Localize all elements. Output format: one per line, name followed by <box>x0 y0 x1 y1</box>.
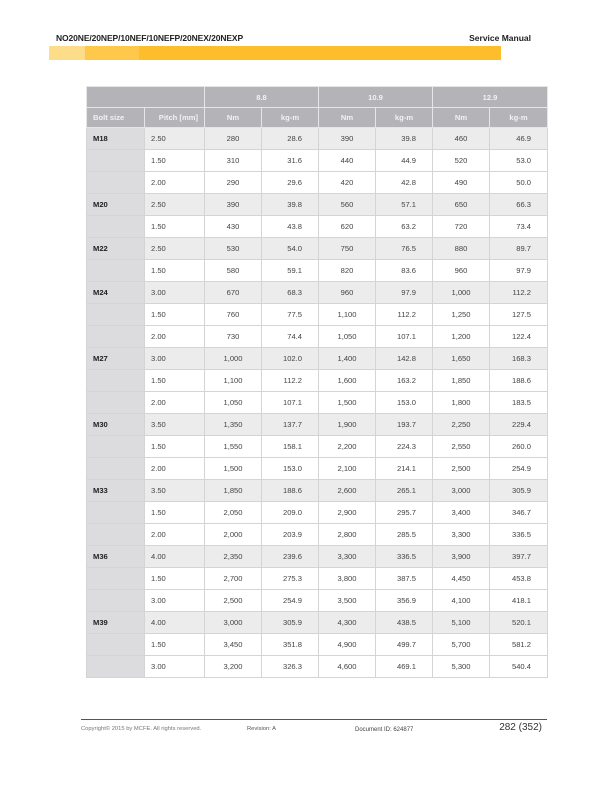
torque-kgm-cell: 43.8 <box>262 216 319 238</box>
torque-table <box>86 86 548 678</box>
pitch-cell: 1.50 <box>145 150 205 172</box>
torque-kgm-cell: 137.7 <box>262 414 319 436</box>
torque-kgm-cell: 63.2 <box>376 216 433 238</box>
torque-nm-cell: 4,900 <box>319 634 376 656</box>
torque-kgm-cell: 203.9 <box>262 524 319 546</box>
torque-nm-cell: 620 <box>319 216 376 238</box>
torque-kgm-cell: 29.6 <box>262 172 319 194</box>
torque-kgm-cell: 163.2 <box>376 370 433 392</box>
page-number: 282 (352) <box>499 722 542 733</box>
torque-nm-cell: 880 <box>433 238 490 260</box>
bolt-size-cell: M39 <box>87 612 145 634</box>
pitch-cell: 3.00 <box>145 590 205 612</box>
torque-kgm-cell: 57.1 <box>376 194 433 216</box>
torque-kgm-cell: 76.5 <box>376 238 433 260</box>
torque-nm-cell: 3,900 <box>433 546 490 568</box>
torque-nm-cell: 3,400 <box>433 502 490 524</box>
torque-nm-cell: 580 <box>205 260 262 282</box>
torque-kgm-cell: 397.7 <box>490 546 548 568</box>
torque-nm-cell: 650 <box>433 194 490 216</box>
torque-kgm-cell: 53.0 <box>490 150 548 172</box>
torque-kgm-cell: 39.8 <box>376 128 433 150</box>
torque-kgm-cell: 73.4 <box>490 216 548 238</box>
torque-nm-cell: 310 <box>205 150 262 172</box>
table-row <box>87 392 548 414</box>
torque-kgm-cell: 285.5 <box>376 524 433 546</box>
table-row <box>87 546 548 568</box>
bolt-size-cell: M22 <box>87 238 145 260</box>
bolt-size-cell <box>87 524 145 546</box>
torque-nm-cell: 1,900 <box>319 414 376 436</box>
grade-header-8-8: 8.8 <box>205 87 319 108</box>
torque-kgm-cell: 42.8 <box>376 172 433 194</box>
column-header-bolt-size: Bolt size <box>87 108 145 128</box>
table-row <box>87 656 548 678</box>
bolt-size-cell <box>87 458 145 480</box>
torque-nm-cell: 390 <box>319 128 376 150</box>
pitch-cell: 2.00 <box>145 326 205 348</box>
torque-kgm-cell: 39.8 <box>262 194 319 216</box>
torque-nm-cell: 2,500 <box>205 590 262 612</box>
table-row <box>87 436 548 458</box>
torque-kgm-cell: 295.7 <box>376 502 433 524</box>
pitch-cell: 2.00 <box>145 172 205 194</box>
torque-nm-cell: 4,100 <box>433 590 490 612</box>
table-row <box>87 612 548 634</box>
bolt-size-cell <box>87 260 145 282</box>
pitch-cell: 2.00 <box>145 524 205 546</box>
torque-nm-cell: 390 <box>205 194 262 216</box>
torque-nm-cell: 3,800 <box>319 568 376 590</box>
column-header-nm: Nm <box>319 108 376 128</box>
bolt-size-cell <box>87 436 145 458</box>
footer-revision: Revision: A <box>247 726 276 732</box>
pitch-cell: 3.00 <box>145 656 205 678</box>
torque-nm-cell: 760 <box>205 304 262 326</box>
column-header-kgm: kg-m <box>262 108 319 128</box>
pitch-cell: 4.00 <box>145 546 205 568</box>
bolt-size-cell: M36 <box>87 546 145 568</box>
table-row <box>87 568 548 590</box>
torque-nm-cell: 1,100 <box>319 304 376 326</box>
table-row <box>87 502 548 524</box>
torque-kgm-cell: 112.2 <box>262 370 319 392</box>
torque-nm-cell: 2,550 <box>433 436 490 458</box>
torque-kgm-cell: 387.5 <box>376 568 433 590</box>
torque-kgm-cell: 193.7 <box>376 414 433 436</box>
table-row <box>87 326 548 348</box>
pitch-cell: 1.50 <box>145 436 205 458</box>
torque-kgm-cell: 418.1 <box>490 590 548 612</box>
torque-kgm-cell: 229.4 <box>490 414 548 436</box>
torque-nm-cell: 520 <box>433 150 490 172</box>
torque-kgm-cell: 31.6 <box>262 150 319 172</box>
torque-kgm-cell: 153.0 <box>262 458 319 480</box>
torque-kgm-cell: 305.9 <box>490 480 548 502</box>
torque-kgm-cell: 153.0 <box>376 392 433 414</box>
torque-nm-cell: 3,200 <box>205 656 262 678</box>
torque-kgm-cell: 68.3 <box>262 282 319 304</box>
grade-header-blank <box>87 87 205 108</box>
column-header-pitch: Pitch [mm] <box>145 108 205 128</box>
footer-copyright: Copyright© 2015 by MCFE. All rights reserved. <box>81 726 202 732</box>
torque-kgm-cell: 50.0 <box>490 172 548 194</box>
bolt-size-cell: M18 <box>87 128 145 150</box>
torque-nm-cell: 3,000 <box>433 480 490 502</box>
pitch-cell: 1.50 <box>145 502 205 524</box>
torque-nm-cell: 1,050 <box>205 392 262 414</box>
footer-divider <box>81 719 547 720</box>
bolt-size-cell: M24 <box>87 282 145 304</box>
torque-nm-cell: 2,100 <box>319 458 376 480</box>
torque-kgm-cell: 275.3 <box>262 568 319 590</box>
torque-nm-cell: 4,600 <box>319 656 376 678</box>
torque-nm-cell: 960 <box>433 260 490 282</box>
torque-nm-cell: 1,100 <box>205 370 262 392</box>
header-bar-segment-light <box>49 46 85 60</box>
torque-kgm-cell: 188.6 <box>490 370 548 392</box>
pitch-cell: 1.50 <box>145 216 205 238</box>
torque-kgm-cell: 260.0 <box>490 436 548 458</box>
torque-kgm-cell: 107.1 <box>262 392 319 414</box>
torque-kgm-cell: 83.6 <box>376 260 433 282</box>
torque-kgm-cell: 346.7 <box>490 502 548 524</box>
torque-nm-cell: 1,350 <box>205 414 262 436</box>
header-bar-segment-medium <box>85 46 139 60</box>
torque-nm-cell: 1,050 <box>319 326 376 348</box>
pitch-cell: 1.50 <box>145 260 205 282</box>
bolt-size-cell <box>87 172 145 194</box>
bolt-size-cell: M33 <box>87 480 145 502</box>
torque-nm-cell: 3,300 <box>433 524 490 546</box>
bolt-size-cell: M20 <box>87 194 145 216</box>
torque-nm-cell: 730 <box>205 326 262 348</box>
table-row <box>87 216 548 238</box>
table-row <box>87 348 548 370</box>
header-color-bar <box>49 46 501 60</box>
table-row <box>87 414 548 436</box>
torque-nm-cell: 3,500 <box>319 590 376 612</box>
bolt-size-cell: M27 <box>87 348 145 370</box>
torque-nm-cell: 2,600 <box>319 480 376 502</box>
torque-kgm-cell: 112.2 <box>490 282 548 304</box>
torque-nm-cell: 2,700 <box>205 568 262 590</box>
table-row <box>87 634 548 656</box>
bolt-size-cell <box>87 392 145 414</box>
column-header-nm: Nm <box>433 108 490 128</box>
table-row <box>87 480 548 502</box>
torque-nm-cell: 2,500 <box>433 458 490 480</box>
torque-nm-cell: 1,600 <box>319 370 376 392</box>
torque-nm-cell: 960 <box>319 282 376 304</box>
torque-kgm-cell: 581.2 <box>490 634 548 656</box>
torque-nm-cell: 290 <box>205 172 262 194</box>
torque-nm-cell: 720 <box>433 216 490 238</box>
torque-kgm-cell: 520.1 <box>490 612 548 634</box>
pitch-cell: 2.50 <box>145 238 205 260</box>
torque-nm-cell: 750 <box>319 238 376 260</box>
table-row <box>87 150 548 172</box>
torque-kgm-cell: 183.5 <box>490 392 548 414</box>
column-header-kgm: kg-m <box>490 108 548 128</box>
table-row <box>87 370 548 392</box>
torque-kgm-cell: 254.9 <box>490 458 548 480</box>
column-header-nm: Nm <box>205 108 262 128</box>
torque-nm-cell: 5,300 <box>433 656 490 678</box>
torque-kgm-cell: 97.9 <box>376 282 433 304</box>
torque-kgm-cell: 209.0 <box>262 502 319 524</box>
pitch-cell: 3.00 <box>145 348 205 370</box>
bolt-size-cell <box>87 568 145 590</box>
torque-nm-cell: 3,300 <box>319 546 376 568</box>
pitch-cell: 2.00 <box>145 458 205 480</box>
torque-kgm-cell: 438.5 <box>376 612 433 634</box>
pitch-cell: 1.50 <box>145 304 205 326</box>
torque-kgm-cell: 44.9 <box>376 150 433 172</box>
header-bar-segment-main <box>139 46 501 60</box>
bolt-size-cell <box>87 502 145 524</box>
table-row <box>87 458 548 480</box>
torque-kgm-cell: 336.5 <box>376 546 433 568</box>
torque-kgm-cell: 224.3 <box>376 436 433 458</box>
torque-nm-cell: 2,050 <box>205 502 262 524</box>
bolt-size-cell <box>87 370 145 392</box>
table-row <box>87 238 548 260</box>
torque-nm-cell: 1,850 <box>433 370 490 392</box>
torque-kgm-cell: 77.5 <box>262 304 319 326</box>
torque-nm-cell: 1,850 <box>205 480 262 502</box>
torque-nm-cell: 1,250 <box>433 304 490 326</box>
torque-kgm-cell: 158.1 <box>262 436 319 458</box>
bolt-size-cell <box>87 656 145 678</box>
table-row <box>87 524 548 546</box>
torque-kgm-cell: 59.1 <box>262 260 319 282</box>
document-title: NO20NE/20NEP/10NEF/10NEFP/20NEX/20NEXP <box>56 33 244 43</box>
torque-nm-cell: 2,200 <box>319 436 376 458</box>
bolt-size-cell <box>87 150 145 172</box>
table-row <box>87 590 548 612</box>
pitch-cell: 2.00 <box>145 392 205 414</box>
torque-kgm-cell: 326.3 <box>262 656 319 678</box>
pitch-cell: 2.50 <box>145 194 205 216</box>
table-row <box>87 172 548 194</box>
torque-kgm-cell: 107.1 <box>376 326 433 348</box>
table-row <box>87 128 548 150</box>
torque-kgm-cell: 54.0 <box>262 238 319 260</box>
torque-nm-cell: 2,900 <box>319 502 376 524</box>
bolt-size-cell <box>87 304 145 326</box>
table-row <box>87 282 548 304</box>
torque-kgm-cell: 265.1 <box>376 480 433 502</box>
table-row <box>87 260 548 282</box>
table-row <box>87 194 548 216</box>
torque-nm-cell: 1,000 <box>205 348 262 370</box>
torque-nm-cell: 490 <box>433 172 490 194</box>
torque-kgm-cell: 74.4 <box>262 326 319 348</box>
torque-nm-cell: 5,700 <box>433 634 490 656</box>
torque-kgm-cell: 112.2 <box>376 304 433 326</box>
pitch-cell: 1.50 <box>145 634 205 656</box>
column-header-kgm: kg-m <box>376 108 433 128</box>
table-row <box>87 304 548 326</box>
torque-kgm-cell: 28.6 <box>262 128 319 150</box>
torque-nm-cell: 1,400 <box>319 348 376 370</box>
torque-kgm-cell: 336.5 <box>490 524 548 546</box>
torque-nm-cell: 3,000 <box>205 612 262 634</box>
torque-kgm-cell: 540.4 <box>490 656 548 678</box>
torque-kgm-cell: 89.7 <box>490 238 548 260</box>
bolt-size-cell <box>87 216 145 238</box>
torque-nm-cell: 440 <box>319 150 376 172</box>
column-header-row <box>87 108 548 128</box>
torque-nm-cell: 420 <box>319 172 376 194</box>
pitch-cell: 1.50 <box>145 370 205 392</box>
torque-kgm-cell: 142.8 <box>376 348 433 370</box>
torque-nm-cell: 530 <box>205 238 262 260</box>
bolt-size-cell: M30 <box>87 414 145 436</box>
pitch-cell: 4.00 <box>145 612 205 634</box>
torque-nm-cell: 280 <box>205 128 262 150</box>
bolt-size-cell <box>87 590 145 612</box>
torque-nm-cell: 2,250 <box>433 414 490 436</box>
pitch-cell: 1.50 <box>145 568 205 590</box>
torque-nm-cell: 430 <box>205 216 262 238</box>
grade-header-10-9: 10.9 <box>319 87 433 108</box>
torque-kgm-cell: 66.3 <box>490 194 548 216</box>
torque-kgm-cell: 97.9 <box>490 260 548 282</box>
pitch-cell: 3.00 <box>145 282 205 304</box>
torque-nm-cell: 460 <box>433 128 490 150</box>
pitch-cell: 3.50 <box>145 414 205 436</box>
torque-nm-cell: 1,200 <box>433 326 490 348</box>
torque-nm-cell: 4,450 <box>433 568 490 590</box>
footer-document-id: Document ID: 624877 <box>355 727 414 733</box>
torque-nm-cell: 2,800 <box>319 524 376 546</box>
torque-nm-cell: 2,350 <box>205 546 262 568</box>
torque-nm-cell: 4,300 <box>319 612 376 634</box>
grade-header-12-9: 12.9 <box>433 87 548 108</box>
torque-nm-cell: 2,000 <box>205 524 262 546</box>
grade-header-row <box>87 87 548 108</box>
torque-kgm-cell: 102.0 <box>262 348 319 370</box>
pitch-cell: 3.50 <box>145 480 205 502</box>
torque-kgm-cell: 499.7 <box>376 634 433 656</box>
bolt-size-cell <box>87 326 145 348</box>
torque-nm-cell: 1,500 <box>205 458 262 480</box>
torque-kgm-cell: 351.8 <box>262 634 319 656</box>
torque-kgm-cell: 214.1 <box>376 458 433 480</box>
torque-nm-cell: 1,500 <box>319 392 376 414</box>
torque-nm-cell: 1,000 <box>433 282 490 304</box>
torque-kgm-cell: 469.1 <box>376 656 433 678</box>
torque-kgm-cell: 122.4 <box>490 326 548 348</box>
torque-nm-cell: 3,450 <box>205 634 262 656</box>
pitch-cell: 2.50 <box>145 128 205 150</box>
torque-kgm-cell: 453.8 <box>490 568 548 590</box>
torque-nm-cell: 1,800 <box>433 392 490 414</box>
torque-nm-cell: 820 <box>319 260 376 282</box>
torque-kgm-cell: 168.3 <box>490 348 548 370</box>
torque-nm-cell: 5,100 <box>433 612 490 634</box>
torque-kgm-cell: 188.6 <box>262 480 319 502</box>
torque-kgm-cell: 46.9 <box>490 128 548 150</box>
manual-label: Service Manual <box>469 33 531 43</box>
torque-kgm-cell: 127.5 <box>490 304 548 326</box>
torque-kgm-cell: 239.6 <box>262 546 319 568</box>
torque-kgm-cell: 356.9 <box>376 590 433 612</box>
torque-kgm-cell: 305.9 <box>262 612 319 634</box>
torque-nm-cell: 670 <box>205 282 262 304</box>
torque-nm-cell: 1,550 <box>205 436 262 458</box>
bolt-size-cell <box>87 634 145 656</box>
torque-kgm-cell: 254.9 <box>262 590 319 612</box>
torque-nm-cell: 1,650 <box>433 348 490 370</box>
torque-nm-cell: 560 <box>319 194 376 216</box>
